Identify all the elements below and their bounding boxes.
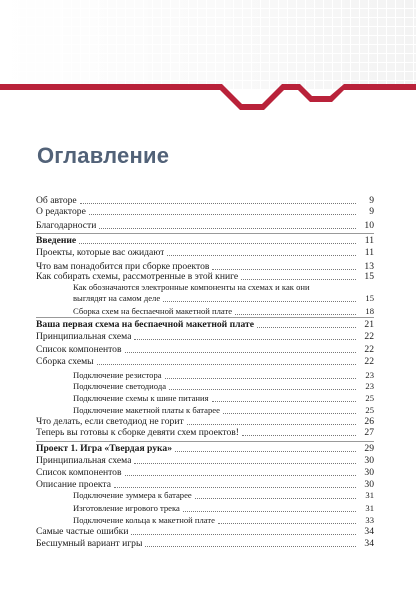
toc-entry-title: Принципиальная схема <box>36 455 132 466</box>
toc-entry-page-number: 25 <box>365 393 374 403</box>
toc-entry-page-number: 31 <box>365 503 374 513</box>
toc-entry-title: Принципиальная схема <box>36 331 132 342</box>
toc-entry-page-number: 31 <box>365 490 374 500</box>
toc-entry[interactable] <box>36 467 374 478</box>
dot-leader <box>195 498 356 499</box>
dot-leader <box>89 214 356 215</box>
toc-entry-page-number: 11 <box>364 235 374 246</box>
toc-entry-title: Что делать, если светодиод не горит <box>36 416 184 427</box>
toc-entry-page-number: 29 <box>364 443 374 454</box>
dot-leader <box>80 203 356 204</box>
toc-entry-title: Подключение схемы к шине питания <box>73 393 209 403</box>
toc-entry-page-number: 22 <box>364 356 374 367</box>
toc-entry-title: Список компонентов <box>36 344 122 355</box>
toc-entry-page-number: 30 <box>364 455 374 466</box>
toc-entry[interactable] <box>36 331 374 342</box>
toc-entry-title: Об авторе <box>36 195 77 206</box>
dot-leader <box>212 269 356 270</box>
toc-entry[interactable] <box>36 526 374 537</box>
toc-entry-title: Проекты, которые вас ожидают <box>36 247 165 258</box>
dot-leader <box>131 534 356 535</box>
toc-entry-title: Подключение резистора <box>73 370 162 380</box>
section-divider <box>36 441 374 442</box>
toc-entry-title: Бесшумный вариант игры <box>36 538 143 549</box>
toc-entry[interactable] <box>73 381 374 392</box>
toc-entry-title: Проект 1. Игра «Твердая рука» <box>36 443 173 454</box>
toc-entry[interactable] <box>36 195 374 206</box>
dot-leader <box>114 487 356 488</box>
dot-leader <box>134 463 356 464</box>
toc-entry-title: Сборка схемы <box>36 356 94 367</box>
toc-entry-title: Как обозначаются электронные компоненты на схемах и как они <box>73 282 310 292</box>
section-divider <box>36 317 374 318</box>
toc-entry-title: Благодарности <box>36 220 97 231</box>
toc-entry-page-number: 30 <box>364 467 374 478</box>
toc-entry[interactable] <box>36 235 374 246</box>
toc-entry[interactable] <box>36 479 374 490</box>
toc-entry-title: Список компонентов <box>36 467 122 478</box>
toc-entry[interactable] <box>36 455 374 466</box>
toc-entry[interactable] <box>36 538 374 549</box>
dot-leader <box>212 401 356 402</box>
toc-entry-page-number: 9 <box>369 195 374 206</box>
toc-entry[interactable] <box>36 416 374 427</box>
dot-leader <box>235 314 356 315</box>
toc-entry-page-number: 22 <box>364 331 374 342</box>
toc-entry[interactable] <box>36 247 374 258</box>
dot-leader <box>223 413 356 414</box>
toc-entry-page-number: 26 <box>364 416 374 427</box>
toc-entry-page-number: 22 <box>364 344 374 355</box>
toc-entry[interactable] <box>73 282 374 293</box>
dot-leader <box>183 511 356 512</box>
toc-entry-title: Теперь вы готовы к сборке девяти схем проектов! <box>36 427 240 438</box>
dot-leader <box>145 546 356 547</box>
toc-entry[interactable] <box>36 206 374 217</box>
toc-entry[interactable] <box>36 356 374 367</box>
toc-entry-title: Ваша первая схема на беспаечной макетной плате <box>36 319 255 330</box>
dot-leader <box>187 424 356 425</box>
toc-entry-page-number: 9 <box>369 206 374 217</box>
dot-leader <box>79 243 356 244</box>
toc-entry-page-number: 21 <box>364 319 374 330</box>
toc-entry-page-number: 34 <box>364 526 374 537</box>
banner-graphic <box>0 0 416 116</box>
toc-entry-title: Что вам понадобится при сборке проектов <box>36 261 210 272</box>
toc-entry-title: Подключение кольца к макетной плате <box>73 515 215 525</box>
toc-entry[interactable] <box>73 393 374 404</box>
toc-entry-page-number: 13 <box>364 261 374 272</box>
dot-leader <box>97 364 356 365</box>
dot-leader <box>241 279 356 280</box>
toc-entry[interactable] <box>36 271 374 282</box>
toc-entry-page-number: 33 <box>365 515 374 525</box>
toc-entry-page-number: 10 <box>364 220 374 231</box>
toc-entry[interactable] <box>36 344 374 355</box>
page-title: Оглавление <box>37 143 170 168</box>
dot-leader <box>257 327 356 328</box>
toc-entry-page-number: 34 <box>364 538 374 549</box>
toc-entry[interactable] <box>73 490 374 501</box>
toc-entry[interactable] <box>73 405 374 416</box>
dot-leader <box>125 352 357 353</box>
toc-entry[interactable] <box>73 503 374 514</box>
dot-leader <box>175 451 356 452</box>
toc-entry[interactable] <box>36 443 374 454</box>
toc-entry-title: Изготовление игрового трека <box>73 503 180 513</box>
dot-leader <box>218 523 356 524</box>
toc-entry-title: Подключение макетной платы к батарее <box>73 405 220 415</box>
toc-entry-title: О редакторе <box>36 206 86 217</box>
dot-leader <box>165 378 356 379</box>
toc-entry-page-number: 23 <box>365 381 374 391</box>
toc-entry-page-number: 11 <box>364 247 374 258</box>
toc-entry[interactable] <box>73 293 374 304</box>
dot-leader <box>134 339 356 340</box>
toc-entry-page-number: 18 <box>365 306 374 316</box>
dot-leader <box>242 435 356 436</box>
toc-entry[interactable] <box>73 515 374 526</box>
toc-entry-title: Описание проекта <box>36 479 111 490</box>
toc-entry[interactable] <box>73 370 374 381</box>
section-divider <box>36 233 374 234</box>
toc-entry-page-number: 15 <box>365 293 374 303</box>
toc-entry[interactable] <box>36 427 374 438</box>
toc-entry-title: Подключение светодиода <box>73 381 167 391</box>
dot-leader <box>169 389 356 390</box>
toc-entry-title: Подключение зуммера к батарее <box>73 490 192 500</box>
toc-entry-page-number: 30 <box>364 479 374 490</box>
toc-entry[interactable] <box>36 319 374 330</box>
toc-entry-title: выглядят на самом деле <box>73 293 161 303</box>
toc-entry-title: Самые частые ошибки <box>36 526 129 537</box>
toc-entry-page-number: 27 <box>364 427 374 438</box>
toc-entry-page-number: 25 <box>365 405 374 415</box>
toc-entry-title: Как собирать схемы, рассмотренные в этой книге <box>36 271 239 282</box>
header-banner <box>0 0 416 116</box>
toc-entry-page-number: 23 <box>365 370 374 380</box>
dot-leader <box>99 228 356 229</box>
toc-entry-title: Введение <box>36 235 77 246</box>
dot-leader <box>125 475 357 476</box>
toc-entry[interactable] <box>73 306 374 317</box>
toc-entry-title: Сборка схем на беспаечной макетной плате <box>73 306 233 316</box>
dot-leader <box>163 301 356 302</box>
toc-entry[interactable] <box>36 220 374 231</box>
toc-entry-page-number: 15 <box>364 271 374 282</box>
dot-leader <box>167 255 356 256</box>
